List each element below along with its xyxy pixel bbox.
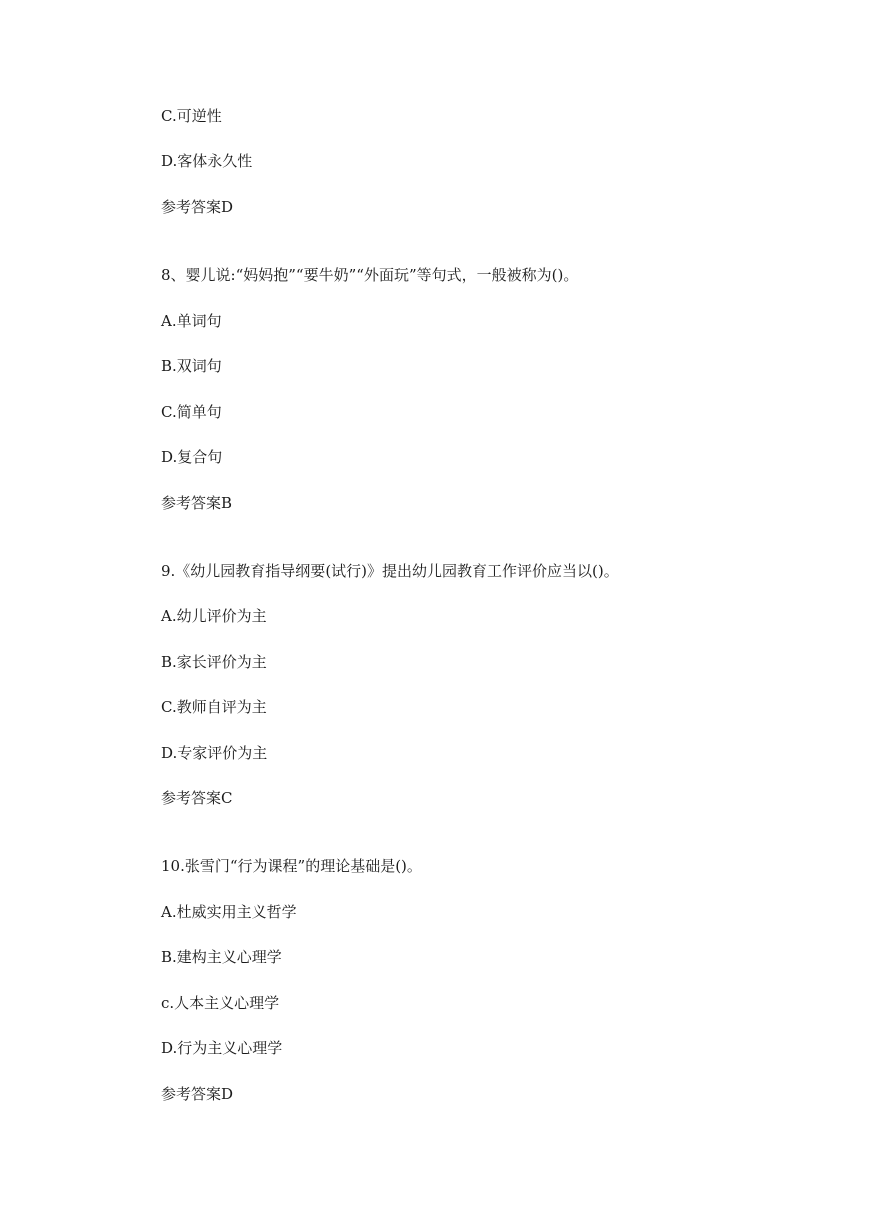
q8-question: 8、婴儿说:“妈妈抱”“要牛奶”“外面玩”等句式，一般被称为()。 [161,266,579,284]
q7-answer: 参考答案D [161,198,234,216]
q9-question: 9.《幼儿园教育指导纲要(试行)》提出幼儿园教育工作评价应当以()。 [161,562,619,580]
q9-option-d: D.专家评价为主 [161,744,268,762]
q9-option-a: A.幼儿评价为主 [161,607,267,625]
q9-answer: 参考答案C [161,789,233,807]
q7-option-c: C.可逆性 [161,107,222,125]
q10-option-a: A.杜威实用主义哲学 [161,903,297,921]
q10-option-c: c.人本主义心理学 [161,994,280,1012]
q9-option-c: C.教师自评为主 [161,698,267,716]
q10-option-b: B.建构主义心理学 [161,948,282,966]
q8-option-a: A.单词句 [161,312,222,330]
q10-question: 10.张雪门“行为课程”的理论基础是()。 [161,857,422,875]
q8-option-c: C.简单句 [161,403,222,421]
q10-answer: 参考答案D [161,1085,234,1103]
q7-option-d: D.客体永久性 [161,152,253,170]
q9-option-b: B.家长评价为主 [161,653,267,671]
q8-option-d: D.复合句 [161,448,223,466]
q8-option-b: B.双词句 [161,357,222,375]
q8-answer: 参考答案B [161,494,233,512]
q10-option-d: D.行为主义心理学 [161,1039,283,1057]
